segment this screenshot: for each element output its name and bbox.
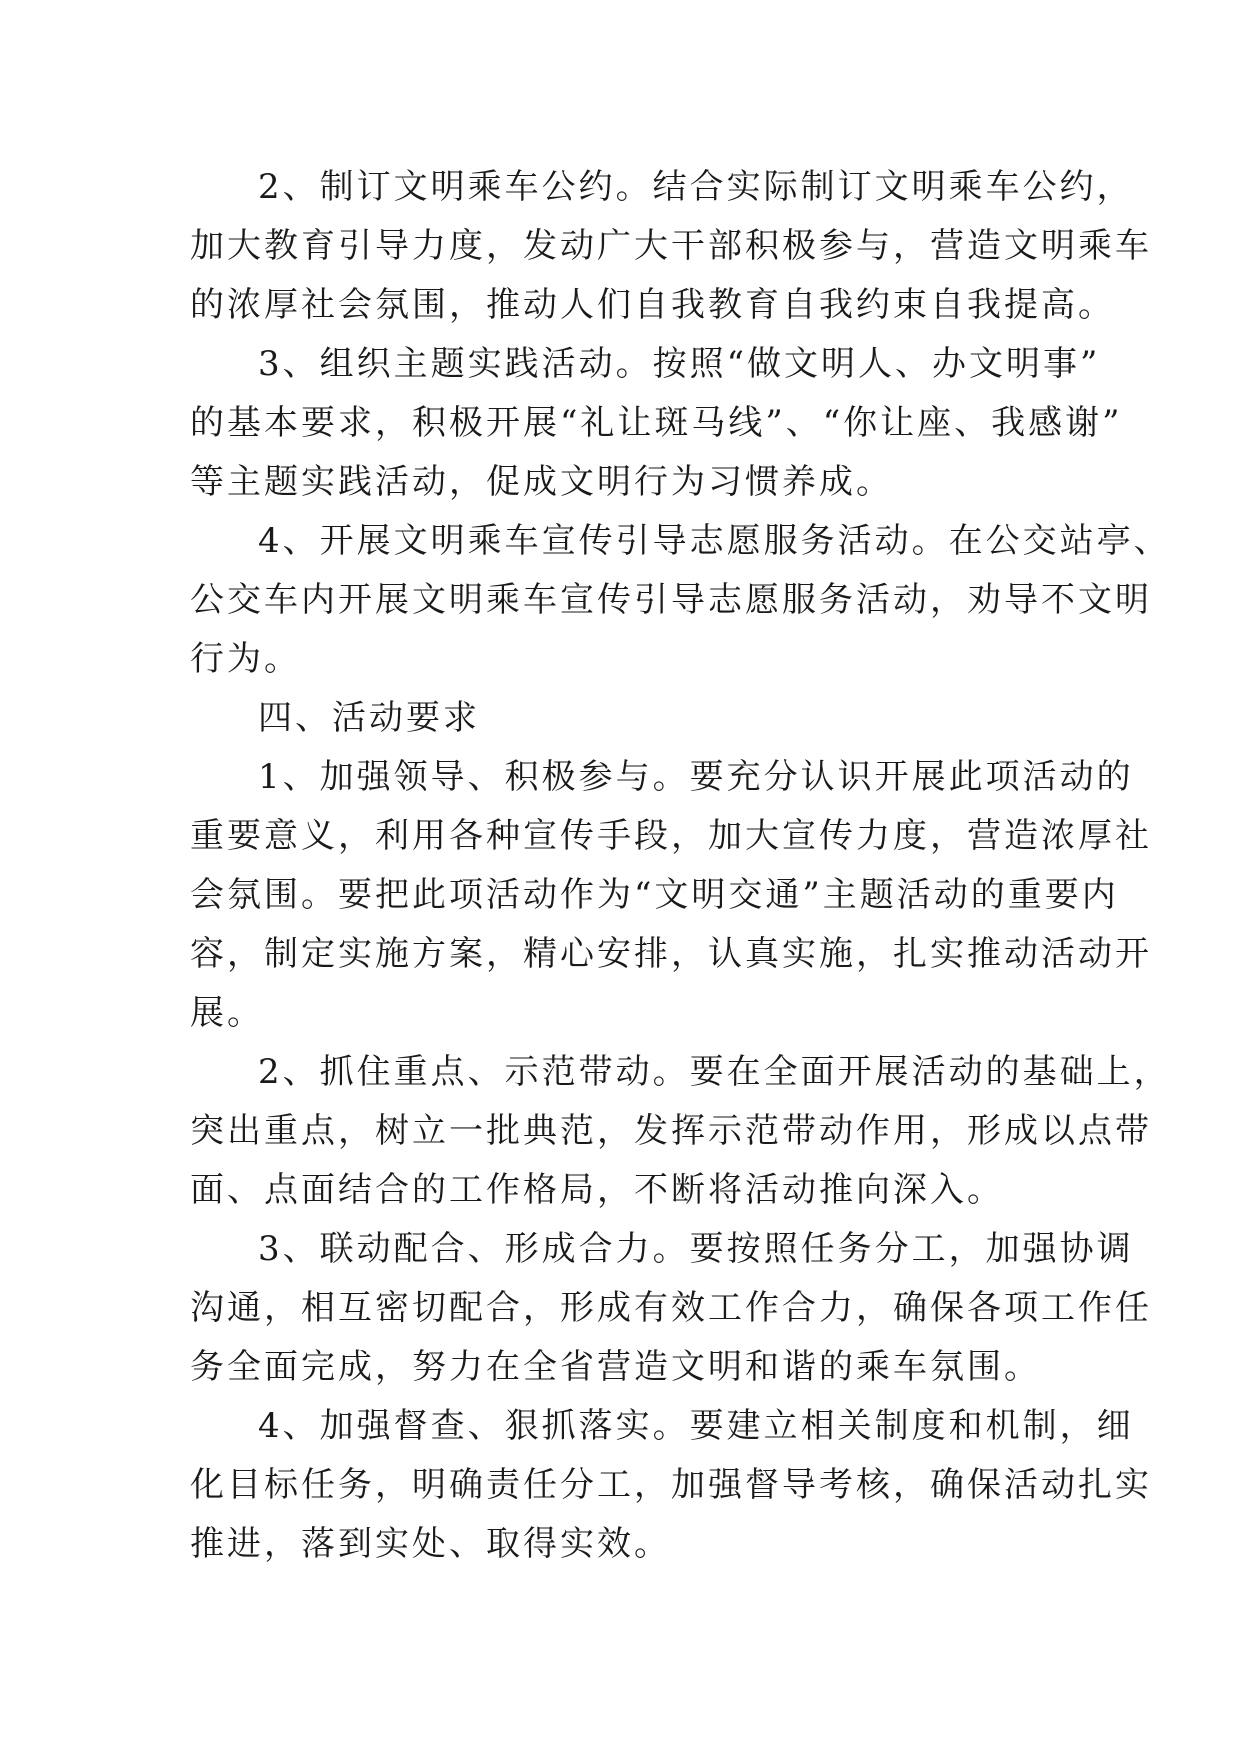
section-heading-activity-requirements [190, 689, 1060, 748]
paragraph-line: 1、加强领导、积极参与。要充分认识开展此项活动的 [258, 757, 1134, 797]
paragraph-line: 沟通，相互密切配合，形成有效工作合力，确保各项工作任 [190, 1288, 1152, 1328]
paragraph-line: 3、联动配合、形成合力。要按照任务分工，加强协调 [258, 1229, 1134, 1269]
paragraph-line: 公交车内开展文明乘车宣传引导志愿服务活动，劝导不文明 [190, 580, 1152, 620]
paragraph-line: 2、抓住重点、示范带动。要在全面开展活动的基础上， [258, 1052, 1171, 1092]
paragraph-line: 务全面完成，努力在全省营造文明和谐的乘车氛围。 [190, 1347, 1041, 1387]
paragraph-line: 展。 [190, 993, 264, 1033]
paragraph-volunteer-service [190, 512, 1171, 689]
paragraph-civilized-riding-convention [190, 158, 1152, 335]
document-body [190, 158, 1171, 1574]
section-heading: 四、活动要求 [258, 698, 480, 738]
paragraph-line: 重要意义，利用各种宣传手段，加大宣传力度，营造浓厚社 [190, 816, 1152, 856]
paragraph-line: 行为。 [190, 639, 301, 679]
paragraph-line: 3、组织主题实践活动。按照“做文明人、办文明事” [258, 344, 1101, 384]
paragraph-line: 推进，落到实处、取得实效。 [190, 1524, 671, 1564]
paragraph-line: 等主题实践活动，促成文明行为习惯养成。 [190, 462, 893, 502]
paragraph-line: 2、制订文明乘车公约。结合实际制订文明乘车公约， [258, 167, 1134, 207]
paragraph-line: 4、开展文明乘车宣传引导志愿服务活动。在公交站亭、 [258, 521, 1171, 561]
paragraph-line: 容，制定实施方案，精心安排，认真实施，扎实推动活动开 [190, 934, 1152, 974]
paragraph-line: 突出重点，树立一批典范，发挥示范带动作用，形成以点带 [190, 1111, 1152, 1151]
paragraph-supervision-implementation [190, 1397, 1152, 1574]
paragraph-line: 面、点面结合的工作格局，不断将活动推向深入。 [190, 1170, 1004, 1210]
paragraph-line: 的浓厚社会氛围，推动人们自我教育自我约束自我提高。 [190, 285, 1115, 325]
paragraph-line: 4、加强督查、狠抓落实。要建立相关制度和机制，细 [258, 1406, 1134, 1446]
paragraph-line: 会氛围。要把此项活动作为“文明交通”主题活动的重要内 [190, 875, 1119, 915]
paragraph-line: 加大教育引导力度，发动广大干部积极参与，营造文明乘车 [190, 226, 1152, 266]
paragraph-coordinate-cooperation [190, 1220, 1152, 1397]
paragraph-line: 的基本要求，积极开展“礼让斑马线”、“你让座、我感谢” [190, 403, 1123, 443]
paragraph-line: 化目标任务，明确责任分工，加强督导考核，确保活动扎实 [190, 1465, 1152, 1505]
paragraph-focus-and-demonstrate [190, 1043, 1171, 1220]
paragraph-themed-practice-activities [190, 335, 1123, 512]
paragraph-strengthen-leadership [190, 748, 1152, 1043]
